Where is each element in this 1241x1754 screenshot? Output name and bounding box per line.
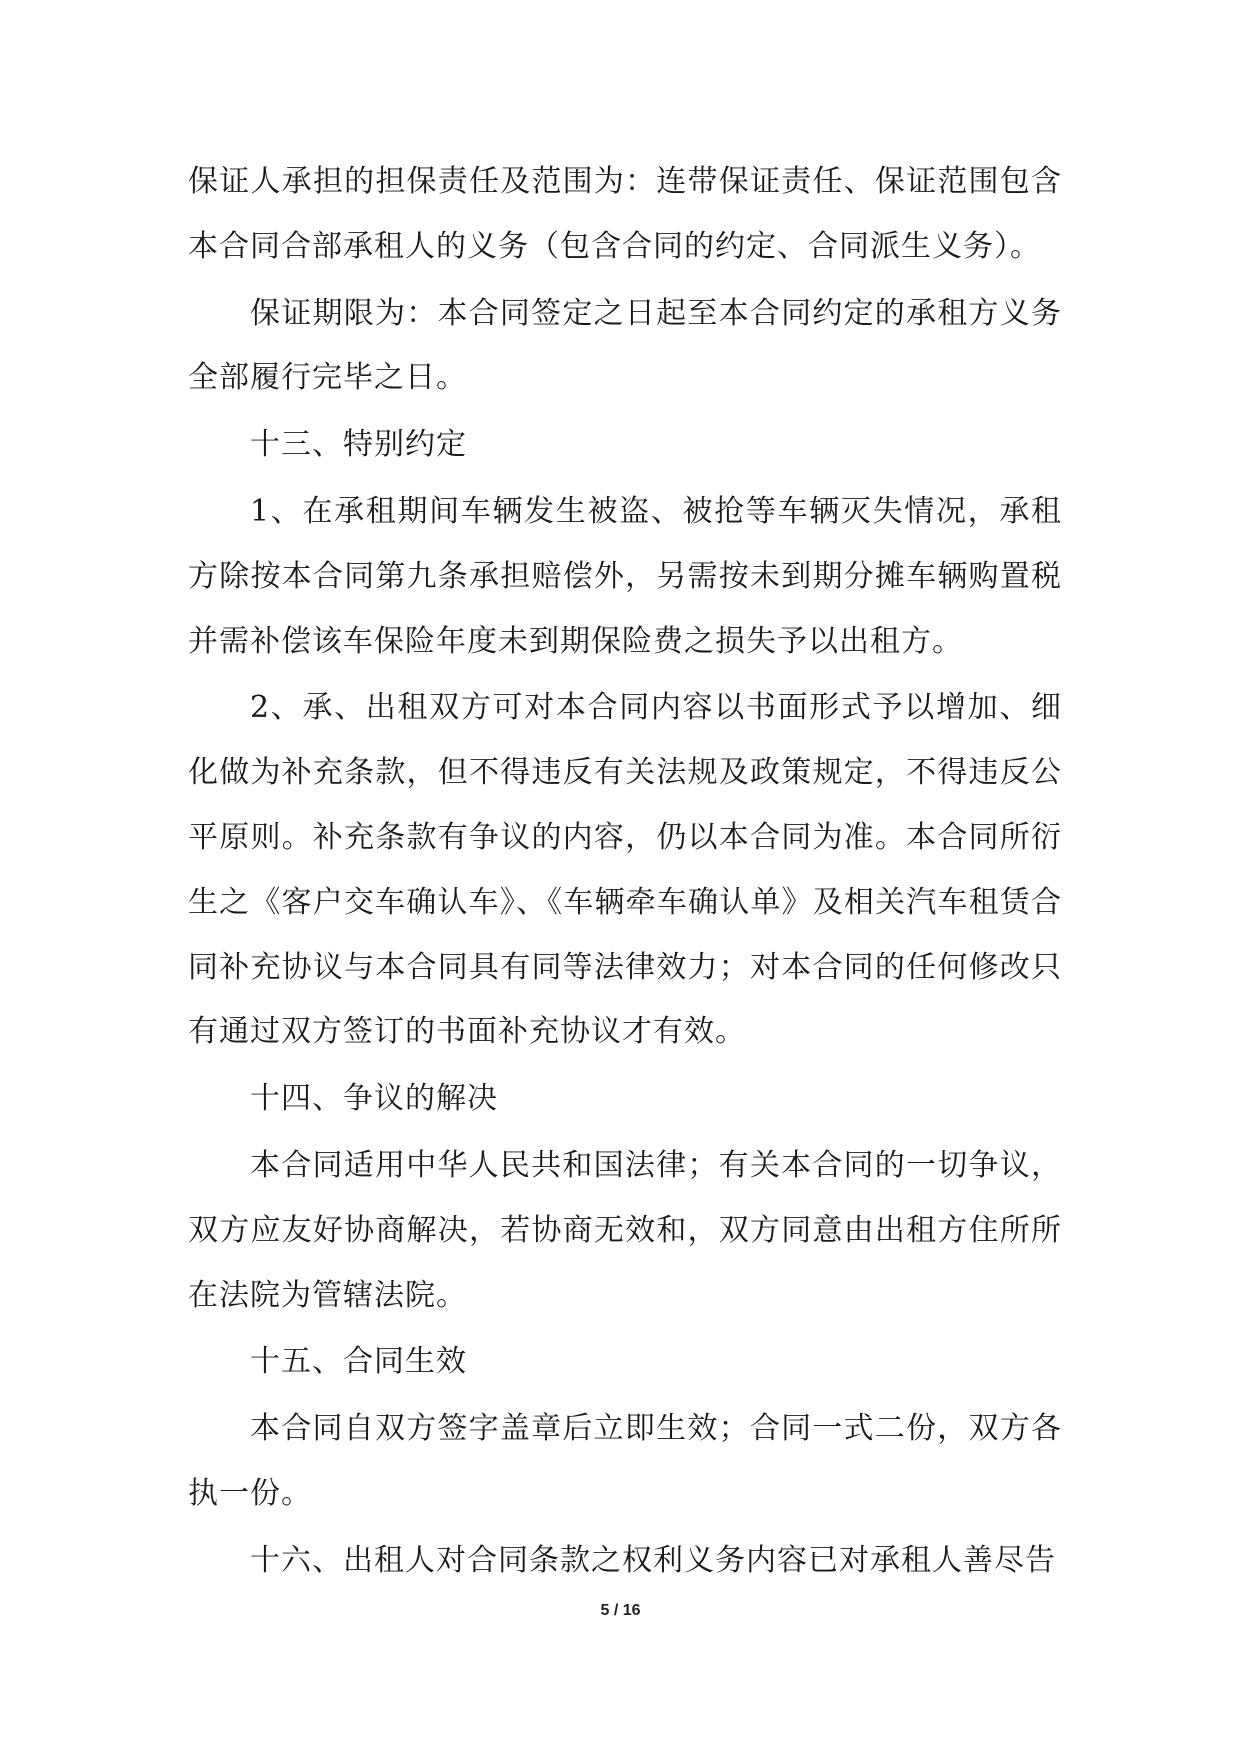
paragraph-special-2: 2、承、出租双方可对本合同内容以书面形式予以增加、细化做为补充条款，但不得违反有关法规及政策规定，不得违反公平原则。补充条款有争议的内容，仍以本合同为准。本合同所衍生之《客户交车确认车》、《车辆牵车确认单》及相关汽车租赁合同补充协议与本合同具有同等法律效力；对本合同的任何修改只有通过双方签订的书面补充协议才有效。 [188,690,1062,1050]
section-heading-15: 十五、合同生效 [250,1344,467,1380]
paragraph-special-1: 1、在承租期间车辆发生被盗、被抢等车辆灭失情况，承租方除按本合同第九条承担赔偿外，另需按未到期分摊车辆购置税并需补偿该车保险年度未到期保险费之损失予以出租方。 [188,493,1062,659]
document-body [188,150,1062,1596]
section-heading-14: 十四、争议的解决 [250,1081,498,1117]
paragraph-guarantee-scope: 保证人承担的担保责任及范围为：连带保证责任、保证范围包含本合同合部承租人的义务（包含合同的约定、合同派生义务）。 [188,164,1062,264]
paragraph-guarantee-period: 保证期限为：本合同签定之日起至本合同约定的承租方义务全部履行完毕之日。 [188,295,1062,396]
page-number: 5 / 16 [600,1602,641,1619]
paragraph-dispute: 本合同适用中华人民共和国法律；有关本合同的一切争议，双方应友好协商解决，若协商无效和，双方同意由出租方住所所在法院为管辖法院。 [188,1147,1062,1313]
section-heading-16: 十六、出租人对合同条款之权利义务内容已对承租人善尽告 [250,1542,1056,1578]
paragraph-effective: 本合同自双方签字盖章后立即生效；合同一式二份，双方各执一份。 [188,1411,1062,1511]
section-heading-13: 十三、特别约定 [250,427,467,463]
